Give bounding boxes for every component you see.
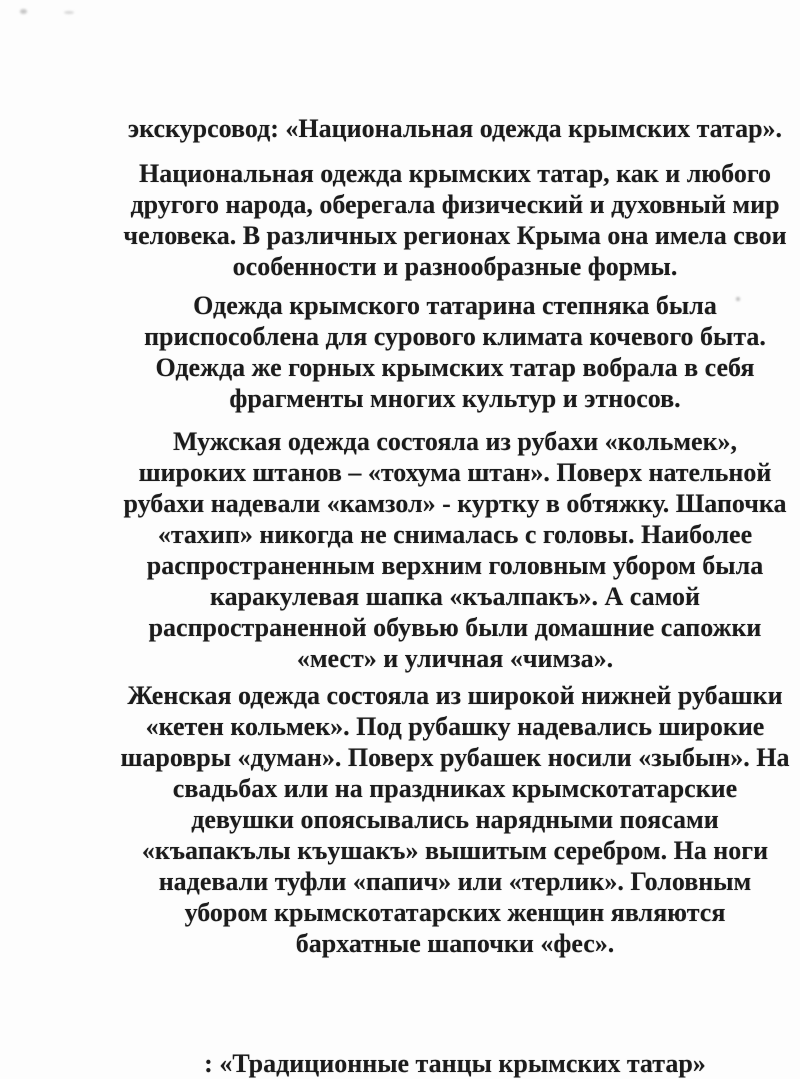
text-line: шаровры «думан». Поверх рубашек носили «зыбын». На: [120, 743, 790, 772]
text-line: фрагменты многих культур и этносов.: [229, 384, 681, 413]
text-line: «мест» и уличная «чимза».: [296, 644, 614, 673]
text-line: «тахип» никогда не снималась с головы. Наиболее: [157, 520, 753, 549]
text-line: «кетен кольмек». Под рубашку надевались широкие: [145, 712, 765, 741]
text-line: экскурсовод: «Национальная одежда крымских татар».: [127, 114, 783, 143]
text-line: Одежда же горных крымских татар вобрала в себя: [155, 353, 755, 382]
paragraph-intro: [0, 158, 800, 282]
text-line: рубахи надевали «камзол» - куртку в обтяжку. Шапочка: [123, 489, 787, 518]
paragraph-womens-clothing: [0, 680, 800, 959]
text-line: Одежда крымского татарина степняка была: [193, 291, 717, 320]
text-line: особенности и разнообразные формы.: [232, 252, 678, 281]
text-line: приспособлена для сурового климата кочевого быта.: [144, 322, 766, 351]
text-line: распространенным верхним головным убором была: [146, 551, 764, 580]
text-line: девушки опоясывались нарядными поясами: [191, 805, 719, 834]
text-line: человека. В различных регионах Крыма она имела свои: [123, 221, 787, 250]
text-line: бархатные шапочки «фес».: [295, 929, 615, 958]
text-line: надевали туфли «папич» или «терлик». Головным: [158, 867, 752, 896]
text-line: каракулевая шапка «къалпакъ». А самой: [210, 582, 700, 611]
text-line: «къапакълы къушакъ» вышитым серебром. На ноги: [141, 836, 769, 865]
paragraph-mens-clothing: [0, 426, 800, 674]
text-line: : «Традиционные танцы крымских татар»: [204, 1049, 706, 1078]
text-line: распространенной обувью были домашние сапожки: [148, 613, 762, 642]
text-line: Мужская одежда состояла из рубахи «кольмек»,: [172, 427, 738, 456]
paragraph-next-section-title: [0, 1048, 800, 1079]
text-line: другого народа, оберегала физический и духовный мир: [130, 190, 780, 219]
text-line: Национальная одежда крымских татар, как и любого: [139, 159, 771, 188]
paragraph-steppe-clothing: [0, 290, 800, 414]
text-line: убором крымскотатарских женщин являются: [184, 898, 726, 927]
text-line: Женская одежда состояла из широкой нижней рубашки: [127, 681, 783, 710]
paragraph-title-continuation: [0, 113, 800, 144]
text-line: свадьбах или на праздниках крымскотатарские: [172, 774, 738, 803]
text-line: широких штанов – «тохума штан». Поверх нательной: [138, 458, 772, 487]
